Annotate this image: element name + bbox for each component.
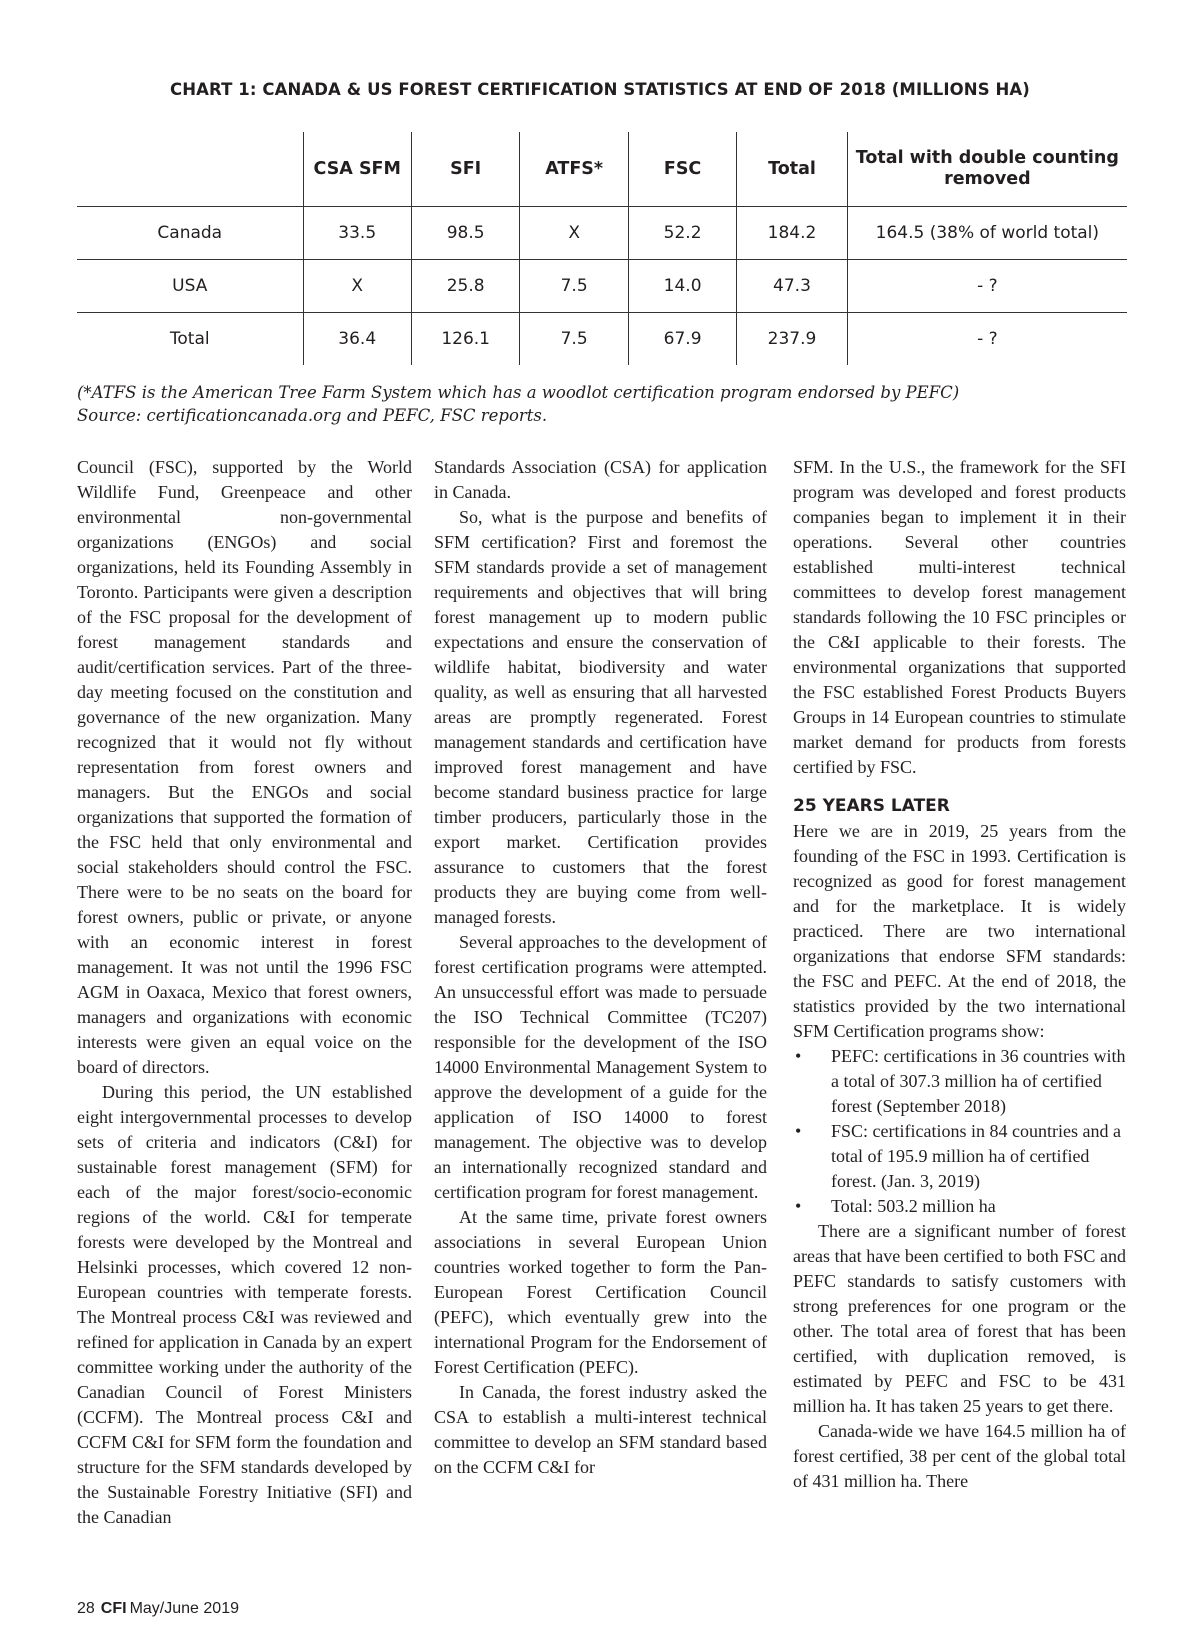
issue-date: May/June 2019 [129, 1600, 239, 1617]
page-footer [77, 1600, 239, 1618]
table-cell: 67.9 [628, 313, 736, 366]
chart-caption [77, 381, 1137, 427]
list-item: • PEFC: certifications in 36 countries with a total of 307.3 million ha of certified forest (September 2018) [793, 1044, 1126, 1119]
header-cell: Total with double counting removed [847, 132, 1127, 207]
bullet-list [793, 1044, 1126, 1219]
table-cell: 47.3 [737, 260, 847, 313]
page-number: 28 [77, 1600, 95, 1617]
chart-title: CHART 1: CANADA & US FOREST CERTIFICATION STATISTICS AT END OF 2018 (MILLIONS HA) [170, 80, 1030, 99]
paragraph: So, what is the purpose and benefits of SFM certification? First and foremost the SFM standards provide a set of management requirements and objectives that will bring forest management up to modern public expectations and ensure the conservation of wildlife habitat, biodiversity and water quality, as well as ensuring that all harvested areas are promptly regenerated. Forest management standards and certification have improved forest management and have become standard business practice for large timber producers, particularly those in the export market. Certification provides assurance to customers that the forest products they are buying come from well-managed forests. [434, 507, 767, 927]
paragraph: Canada-wide we have 164.5 million ha of forest certified, 38 per cent of the global total of 431 million ha. There [793, 1421, 1126, 1491]
row-label: Canada [157, 223, 223, 243]
paragraph: At the same time, private forest owners associations in several European Union countries worked together to form the Pan-European Forest Certification Council (PEFC), which eventually grew into the international Program for the Endorsement of Forest Certification (PEFC). [434, 1207, 767, 1377]
table-cell: 164.5 (38% of world total) [847, 207, 1127, 260]
certification-table [77, 132, 1127, 365]
table-cell: X [520, 207, 629, 260]
table-cell: 98.5 [411, 207, 519, 260]
paragraph: Council (FSC), supported by the World Wildlife Fund, Greenpeace and other environmental non-governmental organizations (ENGOs) and social organizations, held its Founding Assembly in Toronto. Participants were given a description of the FSC proposal for the development of forest management standards and audit/certification services. Part of the three-day meeting focused on the constitution and governance of the new organization. Many recognized that it would not fly without representation from forest owners and managers. But the ENGOs and social organizations that supported the formation of the FSC held that only environmental and social stakeholders should control the FSC. There were to be no seats on the board for forest owners, public or private, or anyone with an economic interest in forest management. It was not until the 1996 FSC AGM in Oaxaca, Mexico that forest owners, managers and organizations with economic interests were given an equal voice on the board of directors. [77, 457, 412, 1077]
header-cell [77, 132, 303, 207]
table-cell: 237.9 [737, 313, 847, 366]
table-cell: X [303, 260, 411, 313]
table-cell: - ? [847, 260, 1127, 313]
article-column-2 [434, 455, 767, 1480]
chart-source: Source: certificationcanada.org and PEFC, FSC reports. [77, 406, 548, 425]
row-label: Total [169, 329, 210, 349]
table-cell: 14.0 [628, 260, 736, 313]
table-row [77, 207, 1127, 260]
paragraph: SFM. In the U.S., the framework for the SFI program was developed and forest products companies began to implement it in their operations. Several other countries established multi-interest technical committees to develop forest management standards following the 10 FSC principles or the C&I applicable to their forests. The environmental organizations that supported the FSC established Forest Products Buyers Groups in 14 European countries to stimulate market demand for products from forests certified by FSC. [793, 457, 1126, 777]
magazine-name: CFI [100, 1600, 127, 1617]
header-cell: SFI [411, 132, 519, 207]
table-cell: 52.2 [628, 207, 736, 260]
table-row [77, 313, 1127, 366]
article-column-3 [793, 455, 1126, 1494]
section-heading: 25 YEARS LATER [793, 796, 950, 816]
list-item: • Total: 503.2 million ha [793, 1194, 1126, 1219]
table-cell: 7.5 [520, 313, 629, 366]
paragraph: Several approaches to the development of forest certification programs were attempted. An unsuccessful effort was made to persuade the ISO Technical Committee (TC207) responsible for the development of the ISO 14000 Environmental Management System to approve the development of a guide for the application of ISO 14000 to forest management. The objective was to develop an internationally recognized standard and certification program for forest management. [434, 932, 767, 1202]
table-cell: 126.1 [411, 313, 519, 366]
paragraph: Here we are in 2019, 25 years from the founding of the FSC in 1993. Certification is recognized as good for forest management and for the marketplace. It is widely practiced. There are two international organizations that endorse SFM standards: the FSC and PEFC. At the end of 2018, the statistics provided by the two international SFM Certification programs show: [793, 821, 1126, 1041]
header-cell: FSC [628, 132, 736, 207]
article-column-1 [77, 455, 412, 1530]
paragraph: There are a significant number of forest areas that have been certified to both FSC and PEFC standards to satisfy customers with strong preferences for one program or the other. The total area of forest that has been certified, with duplication removed, is estimated by PEFC and FSC to be 431 million ha. It has taken 25 years to get there. [793, 1221, 1126, 1416]
paragraph: During this period, the UN established eight intergovernmental processes to develop sets of criteria and indicators (C&I) for sustainable forest management (SFM) for each of the major forest/socio-economic regions of the world. C&I for temperate forests were developed by the Montreal and Helsinki processes, which covered 12 non-European countries with temperate forests. The Montreal process C&I was reviewed and refined for application in Canada by an expert committee working under the authority of the Canadian Council of Forest Ministers (CCFM). The Montreal process C&I and CCFM C&I for SFM form the foundation and structure for the SFM standards developed by the Sustainable Forestry Initiative (SFI) and the Canadian [77, 1082, 412, 1527]
list-item: • FSC: certifications in 84 countries and a total of 195.9 million ha of certified forest. (Jan. 3, 2019) [793, 1119, 1126, 1194]
table-row [77, 260, 1127, 313]
header-cell: Total [737, 132, 847, 207]
table-cell: 36.4 [303, 313, 411, 366]
header-cell: CSA SFM [303, 132, 411, 207]
header-cell: ATFS* [520, 132, 629, 207]
table-cell: 33.5 [303, 207, 411, 260]
paragraph: In Canada, the forest industry asked the CSA to establish a multi-interest technical committee to develop an SFM standard based on the CCFM C&I for [434, 1382, 767, 1477]
chart-note: (*ATFS is the American Tree Farm System which has a woodlot certification program endorsed by PEFC) [77, 383, 960, 402]
row-label: USA [172, 276, 208, 296]
paragraph: Standards Association (CSA) for application in Canada. [434, 457, 767, 502]
table-cell: 184.2 [737, 207, 847, 260]
table-header-row [77, 132, 1127, 207]
table-cell: 25.8 [411, 260, 519, 313]
table-cell: - ? [847, 313, 1127, 366]
table-cell: 7.5 [520, 260, 629, 313]
